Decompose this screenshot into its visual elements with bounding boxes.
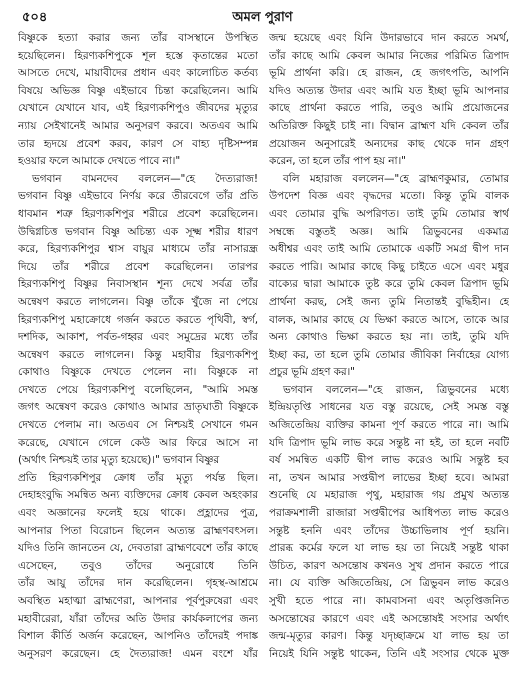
text-line: তার হৃদয়ে প্রবেশ করব, কারণ সে বাহ্য দৃষ্টিসম্পন্ন (18, 137, 258, 150)
text-columns (18, 30, 509, 679)
text-line: অসন্তোষের কারণে এবং এই অসন্তোষই সংসার অর্থাৎ (269, 612, 509, 625)
text-line: বিষ্ণুকে হত্যা করার জন্য তাঁর বাসস্থানে উপস্থিত (18, 32, 258, 44)
text-line: অনুসরণ করেছেন। হে দৈত্যরাজ! এমন বংশে যাঁর (18, 647, 258, 660)
running-title: অমল পুরাণ (232, 10, 293, 25)
text-line: উপদেশ বিজ্ঞ এবং বৃদ্ধদের মতো। কিন্তু তুমি বালক (269, 190, 509, 203)
text-line: প্রার্থনা করছ, সেই জন্য তুমি নিতান্তই বুদ্ধিহীন। হে (269, 295, 509, 308)
left-column (18, 30, 258, 679)
text-line: ইচ্ছা কর, তা হলে তুমি তোমার জীবিকা নির্বাহের যোগ্য (269, 348, 509, 361)
text-line: করেন, তা হলে তাঁর পাপ হয় না।" (269, 155, 406, 168)
text-line: বালক, আমার কাছে যে ভিক্ষা করতে আসে, তাকে আর (269, 313, 509, 326)
text-line: দিয়ে তাঁর শরীরে প্রবেশ করেছিলেন। তারপর (18, 260, 258, 273)
text-line: কোথাও বিষ্ণুকে দেখতে পেলেন না। বিষ্ণুকে না (18, 366, 258, 379)
text-line: দেখতে পেলাম না। অতএব সে নিশ্চয়ই সেখানে গমন (18, 419, 258, 432)
text-line: প্রয়োজন অনুসারেই অন্যদের কাছ থেকে দান গ্রহণ (269, 137, 509, 150)
text-line: ভগবান বামনদেব বললেন—"হে দৈত্যরাজ! (32, 172, 258, 185)
text-line: সম্বন্ধে বস্তুতই অজ্ঞ। আমি ত্রিভুবনের একমাত্র (269, 225, 509, 238)
text-line: আসতে দেখে, মায়াবীদের প্রধান এবং কালোচিত কর্তব্য (18, 67, 258, 80)
text-line: না, তখন আমার সপ্তদ্বীপ লাভের ইচ্ছা হবে। আমরা (269, 471, 509, 484)
text-line: ভগবান বিষ্ণু এইভাবে নির্ণয় করে তীরবেগে তাঁর প্রতি (18, 190, 258, 203)
text-line: বর্ষ সমন্বিত একটি দ্বীপ লাভ করেও আমি সন্তুষ্ট হব (269, 454, 509, 467)
text-line: বিষয়ে অভিজ্ঞ বিষ্ণু এইভাবে চিন্তা করেছিলেন। আমি (18, 84, 258, 97)
text-line: করেছে, যেখানে গেলে কেউ আর ফিরে আসে না (18, 436, 258, 449)
text-line: প্রচুর ভূমি গ্রহণ কর।" (269, 366, 355, 379)
text-line: উচিত, কারণ অসন্তোষ কখনও সুখ প্রদান করতে পারে (269, 559, 509, 572)
text-line: অন্বেষণ করতে লাগলেন। কিন্তু মহাবীর হিরণ্যকশিপু (18, 348, 258, 361)
text-line: অধীশ্বর এবং তাই আমি তোমাকে একটি সমগ্র দ্বীপ দান (269, 243, 509, 256)
text-line: শুনেছি যে মহারাজ পৃথু, মহারাজ গয় প্রমুখ অত্যন্ত (269, 489, 509, 502)
text-line: এবং অজ্ঞানের ফলেই হয়ে থাকে। প্রহ্লাদের পুত্র, (18, 507, 258, 520)
text-line: অন্য কোথাও ভিক্ষা করতে হয় না। তাই, তুমি যদি (269, 331, 509, 344)
text-line: অতিরিক্ত কিছুই চাই না। বিদ্বান ব্রাহ্মণ যদি কেবল তাঁর (269, 119, 509, 132)
text-line: এবং তোমার বুদ্ধি অপরিণত। তাই তুমি তোমার স্বার্থ (269, 207, 509, 220)
text-line: সন্তুষ্ট হননি এবং তাঁদের উচ্চাভিলাষ পূর্ণ হয়নি। (269, 524, 509, 537)
text-line: নিয়েই যিনি সন্তুষ্ট থাকেন, তিনি এই সংসার থেকে মুক্ত (269, 647, 509, 660)
text-line: তাঁর আয়ু তাঁদের দান করেছিলেন। গৃহস্থ-আশ্রমে (18, 577, 258, 590)
page-header (14, 6, 511, 28)
text-line: যদিও তিনি জানতেন যে, দেবতারা ব্রাহ্মণবেশে তাঁর কাছে (18, 542, 258, 555)
text-line: অজিতেন্দ্রিয় ব্যক্তির কামনা পূর্ণ করতে পারে না। আমি (269, 419, 509, 432)
text-line: করতে পারি। আমার কাছে কিছু চাইতে এসে এবং মধুর (269, 260, 509, 273)
text-line: ধাবমান শত্রু হিরণ্যকশিপুর শরীরে প্রবেশ করেছিলেন। (18, 207, 258, 220)
text-line: জন্ম-মৃত্যুর কারণ। কিন্তু যদৃচ্ছাক্রমে যা লাভ হয় তা (269, 630, 509, 643)
text-line: হওয়ার ফলে আমাকে দেখতে পাবে না।" (18, 155, 181, 168)
text-line: যদিও অত্যন্ত উদার এবং আমি যত ইচ্ছা ভূমি আপনার (269, 84, 509, 97)
text-line: আপনার পিতা বিরোচন ছিলেন অত্যন্ত ব্রাহ্মণবৎসল। (18, 524, 258, 537)
text-line: হিরণ্যকশিপু মহাক্রোধে গর্জন করতে করতে পৃথিবী, স্বর্গ, (18, 313, 258, 326)
text-line: তাঁর কাছে আমি কেবল আমার নিজের পরিমিত ত্রিপাদ (269, 49, 509, 62)
text-line: দেখতে পেয়ে হিরণ্যকশিপু বলেছিলেন, "আমি সমস্ত (18, 383, 258, 396)
text-line: (অর্থাৎ নিশ্চয়ই তার মৃত্যু হয়েছে)।" ভগবান বিষ্ণুর (18, 454, 220, 467)
text-line: বিশাল কীর্তি অর্জন করেছেন, আপনিও তাঁদেরই পদাঙ্ক (18, 630, 258, 643)
text-line: হয়েছিলেন। হিরণ্যকশিপুকে শূল হস্তে কৃতান্তের মতো (18, 49, 258, 62)
text-line: না। যে ব্যক্তি অজিতেন্দ্রিয়, সে ত্রিভুবন লাভ করেও (269, 577, 509, 590)
text-line: উদ্বিগ্নচিত্ত ভগবান বিষ্ণু অচিন্ত্য এক সূক্ষ্ম শরীর ধারণ (18, 225, 258, 238)
text-line: করে, হিরণ্যকশিপুর শ্বাস বায়ুর মাধ্যমে তাঁর নাসারন্ধ্র (18, 243, 258, 256)
text-line: যেখানে যেখানে যাব, এই হিরণ্যকশিপুও জীবদের মৃত্যুর (18, 102, 258, 115)
text-line: পরাক্রমশালী রাজারা সপ্তদ্বীপের আধিপত্য লাভ করেও (269, 507, 509, 520)
text-line: এসেছেন, তবুও তাঁদের অনুরোধে তিনি (18, 559, 258, 572)
page-number: ৫০৪ (22, 10, 48, 25)
text-line: ন্যায় সেইখানেই আমার অনুসরণ করবে। অতএব আমি (18, 119, 258, 132)
text-line: প্রতি হিরণ্যকশিপুর ক্রোধ তাঁর মৃত্যু পর্যন্ত ছিল। (18, 471, 258, 484)
text-line: অবস্থিত মহাত্মা ব্রাহ্মণেরা, আপনার পূর্বপুরুষেরা এবং (18, 595, 258, 607)
text-line: দেহাহংবুদ্ধি সমন্বিত অন্য ব্যক্তিদের ক্রোধ কেবল অহংকার (18, 489, 258, 502)
text-line: বাক্যের দ্বারা আমাকে তুষ্ট করে তুমি কেবল ত্রিপাদ ভূমি (269, 278, 509, 291)
text-line: সুখী হতে পারে না। কামবাসনা এবং অতৃপ্তিজনিত (269, 595, 509, 607)
text-line: বলি মহারাজ বললেন—"হে ব্রাহ্মণকুমার, তোমার (283, 172, 509, 185)
text-line: যদি ত্রিপাদ ভূমি লাভ করে সন্তুষ্ট না হই, তা হলে নবটি (269, 436, 509, 449)
text-line: মহাবীরেরা, যাঁরা তাঁদের অতি উদার কার্যকলাপের জন্য (18, 612, 258, 625)
text-line: দশদিক, আকাশ, পর্বত-গহ্বর এবং সমুদ্রের মধ্যে তাঁর (18, 331, 258, 344)
text-line: কাছে প্রার্থনা করতে পারি, তবুও আমি প্রয়োজনের (269, 102, 509, 115)
text-line: প্রারব্ধ কর্মের ফলে যা লাভ হয় তা নিয়েই সন্তুষ্ট থাকা (269, 542, 509, 555)
text-line: ভগবান বললেন—"হে রাজন, ত্রিভুবনের মধ্যে (283, 383, 509, 396)
right-column (269, 30, 509, 679)
text-line: জন্ম হয়েছে এবং যিনি উদারভাবে দান করতে সমর্থ, (269, 32, 509, 44)
text-line: ভূমি প্রার্থনা করি। হে রাজন, হে জগৎপতি, আপনি (269, 67, 509, 80)
text-line: জগৎ অন্বেষণ করেও কোথাও আমার ভ্রাতৃঘাতী বিষ্ণুকে (18, 401, 258, 414)
text-line: হিরণ্যকশিপু বিষ্ণুর নিবাসস্থান শূন্য দেখে সর্বত্র তাঁর (18, 278, 258, 291)
text-line: ইন্দ্রিয়তৃপ্তি সাধনের যত বস্তু রয়েছে, সেই সমস্ত বস্তু (269, 401, 509, 414)
text-line: অন্বেষণ করতে লাগলেন। বিষ্ণু তাঁকে খুঁজে না পেয়ে (18, 295, 258, 308)
